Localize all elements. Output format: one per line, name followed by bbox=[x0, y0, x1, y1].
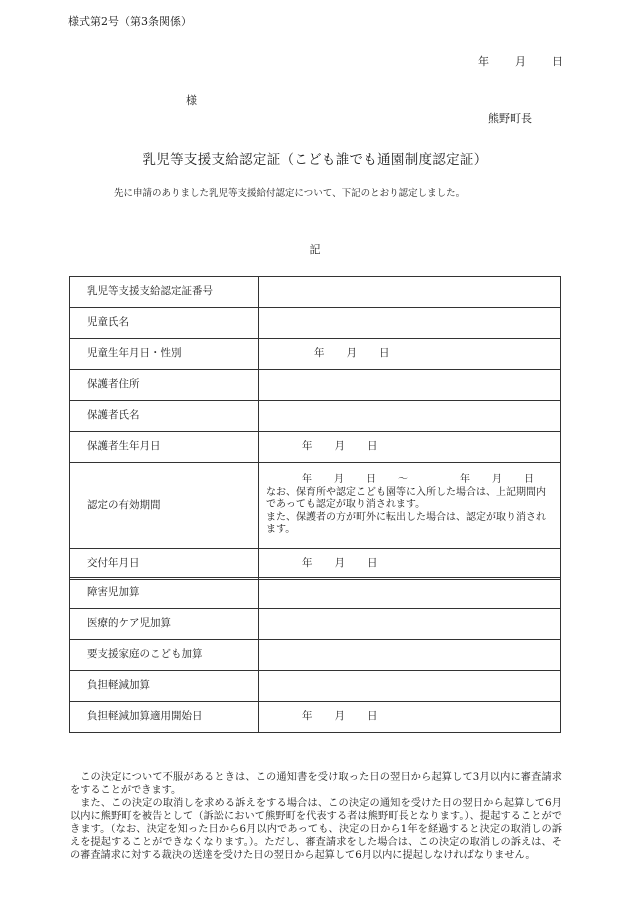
issue-year-unit: 年 bbox=[478, 55, 489, 68]
table-row bbox=[70, 609, 561, 640]
guardian-birth-field bbox=[259, 432, 561, 463]
table-row bbox=[70, 702, 561, 733]
validity-field bbox=[259, 463, 561, 549]
child-name-label: 児童氏名 bbox=[70, 308, 259, 339]
month-unit: 月 bbox=[334, 710, 345, 723]
start-year-unit: 年 bbox=[302, 474, 312, 486]
guardian-address-label: 保護者住所 bbox=[70, 370, 259, 401]
issue-date-field bbox=[259, 549, 561, 580]
table-row bbox=[70, 671, 561, 702]
month-unit: 月 bbox=[346, 347, 357, 360]
month-unit: 月 bbox=[334, 557, 345, 570]
intro-text: 先に申請のありました乳児等支援給付認定について、下記のとおり認定しました。 bbox=[114, 188, 466, 199]
disabled-child-field bbox=[259, 578, 561, 609]
medical-care-field bbox=[259, 609, 561, 640]
validity-range bbox=[266, 474, 554, 487]
support-family-label: 要支援家庭のこども加算 bbox=[70, 640, 259, 671]
start-day-unit: 日 bbox=[366, 474, 376, 486]
burden-start-field bbox=[259, 702, 561, 733]
end-year-unit: 年 bbox=[460, 474, 470, 486]
guardian-birth-label: 保護者生年月日 bbox=[70, 432, 259, 463]
certificate-number-label: 乳児等支援支給認定証番号 bbox=[70, 277, 259, 308]
guardian-name-field bbox=[259, 401, 561, 432]
month-unit: 月 bbox=[334, 440, 345, 453]
day-unit: 日 bbox=[367, 440, 378, 453]
end-day-unit: 日 bbox=[524, 474, 534, 486]
year-unit: 年 bbox=[314, 347, 325, 360]
document-title: 乳児等支援支給認定証（こども誰でも通園制度認定証） bbox=[142, 152, 488, 168]
disabled-child-label: 障害児加算 bbox=[70, 578, 259, 609]
recipient-honorific: 様 bbox=[186, 94, 197, 107]
table-row bbox=[70, 432, 561, 463]
table-row bbox=[70, 578, 561, 609]
table-row bbox=[70, 308, 561, 339]
year-unit: 年 bbox=[302, 440, 313, 453]
year-unit: 年 bbox=[302, 710, 313, 723]
day-unit: 日 bbox=[367, 710, 378, 723]
table-row bbox=[70, 640, 561, 671]
table-row bbox=[70, 277, 561, 308]
issue-month-unit: 月 bbox=[515, 55, 526, 68]
validity-note-relocation: また、保護者の方が町外に転出した場合は、認定が取り消されます。 bbox=[266, 511, 546, 536]
form-number: 様式第2号（第3条関係） bbox=[68, 15, 192, 28]
burden-start-label: 負担軽減加算適用開始日 bbox=[70, 702, 259, 733]
table-row bbox=[70, 370, 561, 401]
table-row bbox=[70, 339, 561, 370]
child-name-field bbox=[259, 308, 561, 339]
issuer-name: 熊野町長 bbox=[488, 112, 532, 125]
day-unit: 日 bbox=[379, 347, 390, 360]
validity-note-admission: なお、保育所や認定こども園等に入所した場合は、上記期間内であっても認定が取り消されます。 bbox=[266, 486, 546, 511]
burden-reduction-label: 負担軽減加算 bbox=[70, 671, 259, 702]
medical-care-label: 医療的ケア児加算 bbox=[70, 609, 259, 640]
certificate-number-field bbox=[259, 277, 561, 308]
issue-day-unit: 日 bbox=[552, 55, 563, 68]
guardian-name-label: 保護者氏名 bbox=[70, 401, 259, 432]
issue-date-label: 交付年月日 bbox=[70, 549, 259, 580]
burden-reduction-field bbox=[259, 671, 561, 702]
guardian-address-field bbox=[259, 370, 561, 401]
table-row bbox=[70, 401, 561, 432]
notice-paragraph-lawsuit: また、この決定の取消しを求める訴えをする場合は、この決定の通知を受けた日の翌日から起算して6月以内に熊野町を被告として（訴訟において熊野町を代表する者は熊野町長となります。）、提起することができます。（なお、決定を知った日から6月以内であっても、決定の日から1年を経過すると決定の取消しの訴えを提起することができなくなります。）。ただし、審査請求をした場合は、この決定の取消しの訴えは、その審査請求に対する裁決の送達を受けた日の翌日から起算して6月以内に提起しなければなりません。 bbox=[70, 798, 562, 862]
appeal-notice bbox=[70, 771, 562, 862]
certificate-table bbox=[69, 276, 561, 580]
validity-label: 認定の有効期間 bbox=[70, 463, 259, 549]
notice-paragraph-review: この決定について不服があるときは、この通知書を受け取った日の翌日から起算して3月以内に審査請求をすることができます。 bbox=[70, 772, 562, 797]
table-row bbox=[70, 549, 561, 580]
child-birth-sex-field bbox=[259, 339, 561, 370]
end-month-unit: 月 bbox=[492, 474, 502, 486]
addon-table bbox=[69, 577, 561, 733]
issue-date bbox=[478, 55, 563, 69]
ki-marker: 記 bbox=[309, 243, 321, 256]
start-month-unit: 月 bbox=[334, 474, 344, 486]
range-tilde: ～ bbox=[398, 474, 408, 486]
day-unit: 日 bbox=[367, 557, 378, 570]
support-family-field bbox=[259, 640, 561, 671]
child-birth-sex-label: 児童生年月日・性別 bbox=[70, 339, 259, 370]
table-row bbox=[70, 463, 561, 549]
year-unit: 年 bbox=[302, 557, 313, 570]
